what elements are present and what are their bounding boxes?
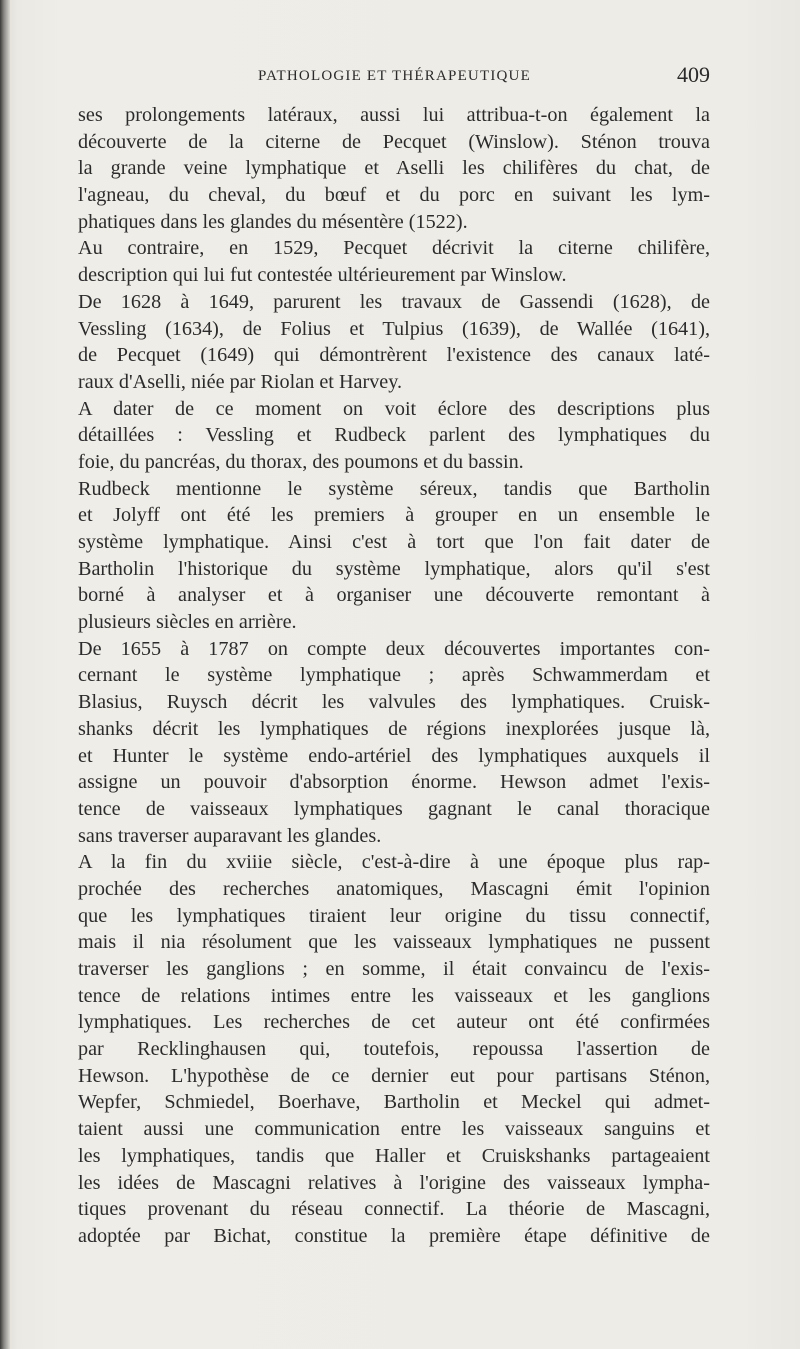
- text-line: tiques provenant du réseau connectif. La théorie de Mascagni,: [78, 1198, 710, 1221]
- text-line: mais il nia résolument que les vaisseaux lymphatiques ne pussent: [78, 931, 710, 954]
- text-line: traverser les ganglions ; en somme, il était convaincu de l'exis-: [78, 958, 710, 980]
- text-line: cernant le système lymphatique ; après Schwammerdam et: [78, 664, 710, 687]
- text-line: la grande veine lymphatique et Aselli les chilifères du chat, de: [78, 157, 710, 180]
- page-header: [78, 62, 710, 92]
- text-line: l'agneau, du cheval, du bœuf et du porc en suivant les lym-: [78, 184, 710, 207]
- text-line: par Recklinghausen qui, toutefois, repoussa l'assertion de: [78, 1038, 710, 1061]
- text-line: lymphatiques. Les recherches de cet auteur ont été confirmées: [78, 1011, 710, 1034]
- text-line: ses prolongements latéraux, aussi lui attribua-t-on également la: [78, 104, 710, 126]
- text-line: shanks décrit les lymphatiques de régions inexplorées jusque là,: [78, 717, 710, 740]
- text-line: taient aussi une communication entre les vaisseaux sanguins et: [78, 1118, 710, 1141]
- text-line: détaillées : Vessling et Rudbeck parlent des lymphatiques du: [78, 424, 710, 447]
- text-line: système lymphatique. Ainsi c'est à tort que l'on fait dater de: [78, 531, 710, 553]
- text-line: de Pecquet (1649) qui démontrèrent l'existence des canaux laté-: [78, 344, 710, 367]
- text-line: phatiques dans les glandes du mésentère (1522).: [78, 210, 468, 233]
- running-head: PATHOLOGIE ET THÉRAPEUTIQUE: [258, 68, 531, 84]
- text-line: Rudbeck mentionne le système séreux, tandis que Bartholin: [78, 477, 710, 500]
- text-line: A dater de ce moment on voit éclore des descriptions plus: [78, 397, 710, 420]
- text-line: prochée des recherches anatomiques, Mascagni émit l'opinion: [78, 877, 710, 900]
- text-line: Blasius, Ruysch décrit les valvules des lymphatiques. Cruisk-: [78, 691, 710, 714]
- text-line: tence de relations intimes entre les vaisseaux et les ganglions: [78, 984, 710, 1007]
- text-line: raux d'Aselli, niée par Riolan et Harvey.: [78, 370, 403, 393]
- text-line: borné à analyser et à organiser une découverte remontant à: [78, 584, 710, 607]
- text-line: que les lymphatiques tiraient leur origine du tissu connectif,: [78, 904, 710, 927]
- page-number: 409: [677, 62, 710, 87]
- text-line: tence de vaisseaux lymphatiques gagnant le canal thoracique: [78, 797, 710, 820]
- body-text: [78, 102, 710, 1250]
- text-line: plusieurs siècles en arrière.: [78, 611, 297, 634]
- text-line: adoptée par Bichat, constitue la première étape définitive de: [78, 1224, 710, 1247]
- text-line: assigne un pouvoir d'absorption énorme. Hewson admet l'exis-: [78, 771, 710, 794]
- text-line: Bartholin l'historique du système lymphatique, alors qu'il s'est: [78, 557, 710, 580]
- text-line: et Hunter le système endo-artériel des lymphatiques auxquels il: [78, 744, 710, 767]
- text-line: description qui lui fut contestée ultérieurement par Winslow.: [78, 264, 567, 287]
- text-line: les idées de Mascagni relatives à l'origine des vaisseaux lympha-: [78, 1171, 710, 1194]
- text-line: sans traverser auparavant les glandes.: [78, 824, 382, 847]
- text-line: Vessling (1634), de Folius et Tulpius (1639), de Wallée (1641),: [78, 317, 710, 340]
- text-line: A la fin du xviiie siècle, c'est-à-dire à une époque plus rap-: [78, 851, 710, 874]
- text-line: Wepfer, Schmiedel, Boerhave, Bartholin et Meckel qui admet-: [78, 1091, 710, 1114]
- text-line: Hewson. L'hypothèse de ce dernier eut pour partisans Sténon,: [78, 1064, 710, 1087]
- text-line: foie, du pancréas, du thorax, des poumons et du bassin.: [78, 450, 524, 473]
- text-line: les lymphatiques, tandis que Haller et Cruiskshanks partageaient: [78, 1144, 710, 1167]
- text-line: De 1655 à 1787 on compte deux découvertes importantes con-: [78, 637, 710, 660]
- page-binding-edge: [0, 0, 10, 1349]
- text-line: Au contraire, en 1529, Pecquet décrivit la citerne chilifère,: [78, 237, 710, 260]
- text-line: découverte de la citerne de Pecquet (Winslow). Sténon trouva: [78, 130, 710, 153]
- text-line: De 1628 à 1649, parurent les travaux de Gassendi (1628), de: [78, 290, 710, 313]
- text-line: et Jolyff ont été les premiers à grouper en un ensemble le: [78, 504, 710, 527]
